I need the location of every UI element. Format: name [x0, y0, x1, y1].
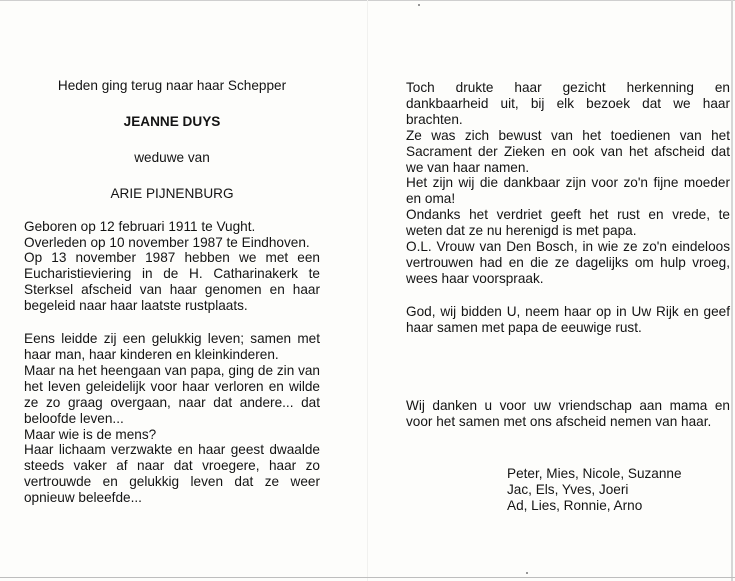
- life-paragraph: Maar wie is de mens?: [24, 426, 157, 442]
- card-fold: [367, 0, 368, 581]
- funeral-paragraph: Op 13 november 1987 hebben we met een Eucharistieviering in de H. Catharinakerk te Sterksel afscheid van haar genomen en haar begeleid naar haar laatste rustplaats.: [24, 250, 320, 314]
- memory-paragraph: O.L. Vrouw van Den Bosch, in wie ze zo'n eindeloos vertrouwen had en die ze dagelijks om hulp vroeg, wees haar voorspraak.: [406, 239, 730, 286]
- signature-line: Peter, Mies, Nicole, Suzanne: [507, 466, 682, 481]
- life-paragraph: Eens leidde zij een gelukkig leven; samen met haar man, haar kinderen en kleinkinderen.: [24, 331, 320, 362]
- memory-paragraph: Het zijn wij die dankbaar zijn voor zo'n fijne moeder en oma!: [406, 175, 730, 207]
- scan-speck: [526, 572, 528, 574]
- scan-bottom-edge: [0, 577, 735, 578]
- scan-right-edge: [731, 0, 733, 581]
- prayer-paragraph: God, wij bidden U, neem haar op in Uw Rijk en geef haar samen met papa de eeuwige rust.: [406, 303, 730, 335]
- intro-line: Heden ging terug naar haar Schepper: [57, 78, 287, 93]
- widow-of-label: weduwe van: [134, 149, 210, 165]
- memory-paragraph: Ondanks het verdriet geeft het rust en vrede, te weten dat ze nu herenigd is met papa.: [406, 207, 730, 239]
- memory-paragraph: Ze was zich bewust van het toedienen van het Sacrament der Zieken en ook van het afscheid dat we van haar namen.: [406, 127, 730, 175]
- spouse-name: ARIE PIJNENBURG: [110, 185, 234, 201]
- life-paragraph: Maar na het heengaan van papa, ging de zin van het leven geleidelijk voor haar verloren en wilde ze zo graag overgaan, naar dat andere... dat beloofde leven...: [24, 362, 320, 426]
- memory-paragraph: Toch drukte haar gezicht herkenning en dankbaarheid uit, bij elk bezoek dat we haar brachten.: [406, 80, 730, 127]
- birth-line: Geboren op 12 februari 1911 te Vught.: [24, 218, 256, 234]
- deceased-name: JEANNE DUYS: [123, 113, 221, 129]
- death-line: Overleden op 10 november 1987 te Eindhoven.: [24, 234, 310, 250]
- signatures-block: [507, 466, 722, 514]
- right-column: [406, 80, 730, 429]
- signature-line: Jac, Els, Yves, Joeri: [507, 482, 629, 497]
- thanks-paragraph: Wij danken u voor uw vriendschap aan mama en voor het samen met ons afscheid nemen van haar.: [406, 397, 730, 429]
- left-column: [24, 78, 320, 506]
- life-paragraph: Haar lichaam verzwakte en haar geest dwaalde steeds vaker af naar dat vroegere, haar zo vertrouwde en gelukkig leven dat ze weer opnieuw beleefde...: [24, 442, 320, 506]
- scan-speck: [418, 4, 420, 6]
- signature-line: Ad, Lies, Ronnie, Arno: [507, 498, 643, 513]
